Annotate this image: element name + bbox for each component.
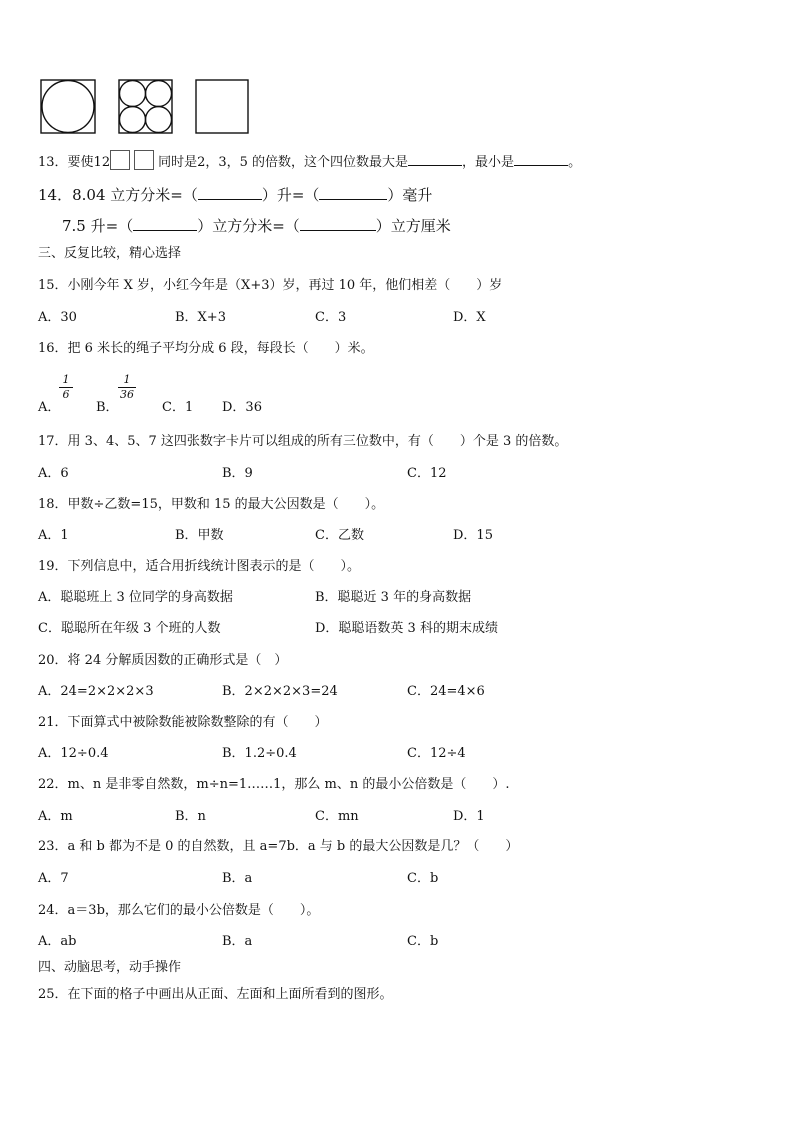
option-c: C．乙数: [315, 528, 364, 543]
option-a: A．7: [38, 871, 69, 886]
option-b: B．2×2×2×3=24: [222, 684, 338, 699]
question-23: 23．a 和 b 都为不是 0 的自然数，且 a=7b．a 与 b 的最大公因数是几？（ ）: [38, 839, 519, 854]
question-13: 13．要使12 同时是2，3，5 的倍数，这个四位数最大是 ，最小是 。: [38, 150, 581, 171]
option-a: A．: [38, 400, 61, 415]
option-a: A．24=2×2×2×3: [38, 684, 154, 699]
option-b: B．a: [222, 871, 253, 886]
option-a: A．1: [38, 528, 69, 543]
question-18: 18．甲数÷乙数=15，甲数和 15 的最大公因数是（ ）。: [38, 497, 385, 512]
question-15: 15．小刚今年 X 岁，小红今年是（X+3）岁，再过 10 年，他们相差（ ）岁: [38, 278, 503, 293]
option-d: D．36: [222, 400, 262, 415]
question-14-line-2: 7.5 升=（ ）立方分米=（ ）立方厘米: [62, 217, 451, 235]
answer-blank: [198, 187, 262, 200]
option-a: A．m: [38, 809, 73, 824]
question-22: 22．m、n 是非零自然数，m÷n=1……1，那么 m、n 的最小公倍数是（ ）.: [38, 777, 510, 792]
option-a: A．ab: [38, 934, 77, 949]
digit-box-2: [134, 150, 154, 170]
option-c: C．12: [407, 466, 447, 481]
square-with-four-circles: [119, 80, 172, 133]
fraction-a: 1 6: [59, 374, 73, 401]
option-b: B．9: [222, 466, 253, 481]
option-d: D．1: [453, 809, 485, 824]
option-b: B．n: [175, 809, 206, 824]
option-b: B．1.2÷0.4: [222, 746, 297, 761]
option-b: B．聪聪近 3 年的身高数据: [315, 590, 472, 605]
option-b: B．: [96, 400, 119, 415]
option-a: A．聪聪班上 3 位同学的身高数据: [38, 590, 233, 605]
question-25: 25．在下面的格子中画出从正面、左面和上面所看到的图形。: [38, 987, 393, 1002]
answer-blank: [133, 218, 197, 231]
fraction-b: 1 36: [120, 373, 134, 401]
option-a: A．6: [38, 466, 69, 481]
option-c: C．1: [162, 400, 194, 415]
answer-blank-min: [514, 153, 568, 166]
option-c: C．b: [407, 871, 439, 886]
option-a: A．30: [38, 310, 77, 325]
option-b: B．甲数: [175, 528, 224, 543]
option-c: C．12÷4: [407, 746, 466, 761]
option-d: D．15: [453, 528, 493, 543]
question-20: 20．将 24 分解质因数的正确形式是（ ）: [38, 653, 288, 668]
option-c: C．24=4×6: [407, 684, 485, 699]
option-c: C．聪聪所在年级 3 个班的人数: [38, 621, 221, 636]
option-b: B．X+3: [175, 310, 226, 325]
option-c: C．b: [407, 934, 439, 949]
question-21: 21．下面算式中被除数能被除数整除的有（ ）: [38, 715, 328, 730]
answer-blank-max: [408, 153, 462, 166]
question-16: 16．把 6 米长的绳子平均分成 6 段，每段长（ ）米。: [38, 341, 374, 356]
option-b: B．a: [222, 934, 253, 949]
option-c: C．mn: [315, 809, 359, 824]
shape-figures: [40, 79, 252, 135]
option-d: D．X: [453, 310, 486, 325]
section-title-4: 四、动脑思考，动手操作: [38, 960, 182, 975]
answer-blank: [300, 218, 376, 231]
empty-square: [196, 80, 248, 133]
answer-blank: [319, 187, 387, 200]
question-24: 24．a＝3b，那么它们的最小公倍数是（ ）。: [38, 903, 320, 918]
option-a: A．12÷0.4: [38, 746, 109, 761]
question-14-line-1: 14．8.04 立方分米=（ ）升=（ ）毫升: [38, 186, 433, 204]
digit-box-1: [110, 150, 130, 170]
option-c: C．3: [315, 310, 347, 325]
question-19: 19．下列信息中，适合用折线统计图表示的是（ ）。: [38, 559, 361, 574]
option-d: D．聪聪语数英 3 科的期末成绩: [315, 621, 498, 636]
section-title-3: 三、反复比较，精心选择: [38, 246, 182, 261]
question-17: 17．用 3、4、5、7 这四张数字卡片可以组成的所有三位数中，有（ ）个是 3 的倍数。: [38, 434, 568, 449]
square-with-circle: [41, 80, 95, 133]
